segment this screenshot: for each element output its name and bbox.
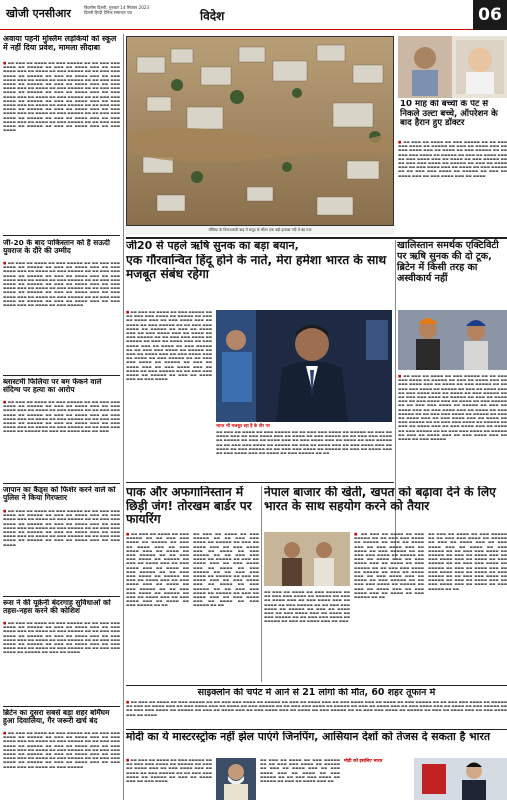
rishi-photo-caption: भारत भी मजबूत रहा है के तौर पर bbox=[216, 424, 270, 429]
nepal-photo bbox=[264, 532, 350, 586]
masthead bbox=[0, 0, 507, 30]
flood-photo bbox=[126, 36, 394, 226]
sunak-story-body-2: ▬▬ ▬▬▬ ▬▬ ▬▬▬▬ ▬▬ ▬▬▬ ▬▬▬▬▬ ▬▬ ▬▬ ▬▬▬ ▬▬▬ ▬▬▬▬ ▬▬ ▬▬▬▬▬ ▬▬ ▬▬▬ ▬▬ ▬▬▬▬ ▬▬▬ ▬▬ ▬▬▬ ▬▬▬▬ ▬▬▬ ▬▬ ▬▬▬▬ ▬▬ ▬▬▬ ▬▬▬▬▬ ▬▬ ▬▬ ▬▬▬ ▬▬▬ ▬▬▬▬ ▬▬ ▬▬▬▬▬ ▬▬ ▬▬▬ ▬▬ ▬▬▬▬ ▬▬▬ ▬▬ ▬▬▬ ▬▬▬▬ ▬▬▬ ▬▬ ▬▬▬▬ ▬▬ ▬▬▬ ▬▬▬▬▬ ▬▬ ▬▬ ▬▬▬ ▬▬▬ ▬▬▬▬ ▬▬ ▬▬▬▬▬ ▬▬ ▬▬▬ ▬▬ ▬▬▬▬ ▬▬▬ ▬▬ ▬▬▬ ▬▬▬▬ ▬▬▬ ▬▬ ▬▬▬▬ ▬▬ ▬▬▬ ▬▬▬▬▬ ▬▬ ▬▬ ▬▬▬ ▬▬▬ ▬▬▬▬ ▬▬ ▬▬▬▬▬ ▬▬ ▬▬▬ ▬▬ ▬▬▬▬ ▬▬▬ ▬▬ ▬▬▬ ▬▬▬▬ ▬▬▬ ▬▬ ▬▬▬▬ ▬▬ ▬▬▬ ▬▬▬▬▬ ▬▬ ▬▬ bbox=[216, 430, 392, 456]
divider bbox=[126, 685, 507, 686]
page-number: 06 bbox=[473, 0, 507, 30]
rishi-sunak-photo bbox=[216, 310, 392, 422]
nepal-photo-image bbox=[264, 532, 350, 586]
nepal-headline: नेपाल बाजार की खेती, खपत को बढ़ावा देने के लिए भारत के साथ सहयोग करने को तैयार bbox=[264, 486, 496, 513]
sunak-story-body-1: ■ ▬▬ ▬▬▬ ▬▬ ▬▬▬▬ ▬▬ ▬▬▬ ▬▬▬▬▬ ▬▬ ▬▬ ▬▬▬ ▬▬▬ ▬▬▬▬ ▬▬ ▬▬▬▬▬ ▬▬ ▬▬▬ ▬▬ ▬▬▬▬ ▬▬▬ ▬▬ ▬▬▬ ▬▬▬▬ ▬▬▬ ▬▬ ▬▬▬▬ ▬▬ ▬▬▬ ▬▬▬▬▬ ▬▬ ▬▬ ▬▬▬ ▬▬▬ ▬▬▬▬ ▬▬ ▬▬▬▬▬ ▬▬ ▬▬▬ ▬▬ ▬▬▬▬ ▬▬▬ ▬▬ ▬▬▬ ▬▬▬▬ ▬▬▬ ▬▬ ▬▬▬▬ ▬▬ ▬▬▬ ▬▬▬▬▬ ▬▬ ▬▬ ▬▬▬ ▬▬▬ ▬▬▬▬ ▬▬ ▬▬▬▬▬ ▬▬ ▬▬▬ ▬▬ ▬▬▬▬ ▬▬▬ ▬▬ ▬▬▬ ▬▬▬▬ ▬▬▬ ▬▬ ▬▬▬▬ ▬▬ ▬▬▬ ▬▬▬▬▬ ▬▬ ▬▬ ▬▬▬ ▬▬▬ ▬▬▬▬ ▬▬ ▬▬▬▬▬ ▬▬ ▬▬▬ ▬▬ ▬▬▬▬ ▬▬▬ ▬▬ ▬▬▬ ▬▬▬▬ ▬▬▬ ▬▬ ▬▬▬▬ ▬▬ ▬▬▬ ▬▬▬▬▬ ▬▬ ▬▬ ▬▬▬ ▬▬▬ ▬▬▬▬ ▬▬ ▬▬▬▬▬ ▬▬ ▬▬▬ ▬▬ ▬▬▬▬ ▬▬▬ ▬▬ ▬▬▬ ▬▬▬▬ ▬▬▬ ▬▬ ▬▬▬▬ ▬▬ ▬▬▬ ▬▬▬▬▬ ▬▬ ▬▬ ▬▬▬ ▬▬▬ ▬▬▬▬ ▬▬ ▬▬▬▬▬ ▬▬ ▬▬▬ ▬▬ ▬▬▬▬ ▬▬▬ ▬▬ ▬▬▬ ▬▬▬▬ bbox=[126, 310, 212, 382]
divider bbox=[3, 596, 120, 597]
khalistan-photo bbox=[398, 310, 507, 370]
story-headline-hijab: अवाया पहनी मुस्लिम लड़कियों को स्कूल में नहीं दिया प्रवेश, मामला सीदाबा bbox=[3, 35, 117, 52]
xi-photo-image bbox=[414, 758, 507, 800]
divider bbox=[3, 235, 120, 236]
modi-body-1: ■ ▬▬ ▬▬▬ ▬▬ ▬▬▬▬ ▬▬ ▬▬▬ ▬▬▬▬▬ ▬▬ ▬▬ ▬▬▬ ▬▬▬ ▬▬▬▬ ▬▬ ▬▬▬▬▬ ▬▬ ▬▬▬ ▬▬ ▬▬▬▬ ▬▬▬ ▬▬ ▬▬▬ ▬▬▬▬ ▬▬▬ ▬▬ ▬▬▬▬ ▬▬ ▬▬▬ ▬▬▬▬▬ ▬▬ ▬▬ ▬▬▬ ▬▬▬ ▬▬▬▬ ▬▬ ▬▬▬▬▬ ▬▬ ▬▬▬ ▬▬ ▬▬▬▬ ▬▬▬ ▬▬ ▬▬▬ ▬▬▬▬ bbox=[126, 758, 212, 784]
sunak-headline-small: जी20 से पहले ऋषि सुनक का बड़ा बयान, bbox=[126, 240, 299, 252]
nepal-body-2: ■ ▬▬ ▬▬▬ ▬▬ ▬▬▬▬ ▬▬ ▬▬▬ ▬▬▬▬▬ ▬▬ ▬▬ ▬▬▬ ▬▬▬ ▬▬▬▬ ▬▬ ▬▬▬▬▬ ▬▬ ▬▬▬ ▬▬ ▬▬▬▬ ▬▬▬ ▬▬ ▬▬▬ ▬▬▬▬ ▬▬▬ ▬▬ ▬▬▬▬ ▬▬ ▬▬▬ ▬▬▬▬▬ ▬▬ ▬▬ ▬▬▬ ▬▬▬ ▬▬▬▬ ▬▬ ▬▬▬▬▬ ▬▬ ▬▬▬ ▬▬ ▬▬▬▬ ▬▬▬ ▬▬ ▬▬▬ ▬▬▬▬ ▬▬▬ ▬▬ ▬▬▬▬ ▬▬ ▬▬▬ ▬▬▬▬▬ ▬▬ ▬▬ ▬▬▬ ▬▬▬ ▬▬▬▬ ▬▬ ▬▬▬▬▬ ▬▬ ▬▬▬ ▬▬ ▬▬▬▬ ▬▬▬ ▬▬ ▬▬▬ ▬▬▬▬ ▬▬▬ ▬▬ ▬▬▬▬ ▬▬ ▬▬▬ ▬▬▬▬▬ ▬▬ ▬▬ ▬▬▬ ▬▬▬ ▬▬▬▬ ▬▬ ▬▬▬▬▬ ▬▬ ▬▬▬ ▬▬ ▬▬▬▬ ▬▬▬ ▬▬ ▬▬▬ ▬▬▬▬ ▬▬▬ ▬▬ ▬▬▬▬ ▬▬ ▬▬▬ ▬▬▬▬▬ ▬▬ ▬▬ bbox=[354, 532, 424, 600]
cyclone-body: ■ ▬▬ ▬▬▬ ▬▬ ▬▬▬▬ ▬▬ ▬▬▬ ▬▬▬▬▬ ▬▬ ▬▬ ▬▬▬ ▬▬▬ ▬▬▬▬ ▬▬ ▬▬▬▬▬ ▬▬ ▬▬▬ ▬▬ ▬▬▬▬ ▬▬▬ ▬▬ ▬▬▬ ▬▬▬▬ ▬▬▬ ▬▬ ▬▬▬▬ ▬▬ ▬▬▬ ▬▬▬▬▬ ▬▬ ▬▬ ▬▬▬ ▬▬▬ ▬▬▬▬ ▬▬ ▬▬▬▬▬ ▬▬ ▬▬▬ ▬▬ ▬▬▬▬ ▬▬▬ ▬▬ ▬▬▬ ▬▬▬▬ ▬▬▬ ▬▬ ▬▬▬▬ ▬▬ ▬▬▬ ▬▬▬▬▬ ▬▬ ▬▬ ▬▬▬ ▬▬▬ ▬▬▬▬ ▬▬ ▬▬▬▬▬ ▬▬ ▬▬▬ ▬▬ ▬▬▬▬ ▬▬▬ ▬▬ ▬▬▬ ▬▬▬▬ ▬▬▬ ▬▬ ▬▬▬▬ ▬▬ ▬▬▬ ▬▬▬▬▬ ▬▬ ▬▬ ▬▬▬ ▬▬▬ ▬▬▬▬ ▬▬ ▬▬▬▬▬ ▬▬ ▬▬▬ ▬▬ ▬▬▬▬ ▬▬▬ ▬▬ ▬▬▬ ▬▬▬▬ ▬▬▬ ▬▬ ▬▬▬▬ ▬▬ ▬▬▬ ▬▬▬▬▬ ▬▬ ▬▬ ▬▬▬ ▬▬▬ ▬▬▬▬ ▬▬ ▬▬▬▬▬ ▬▬ ▬▬▬ ▬▬ ▬▬▬▬ ▬▬▬ ▬▬ ▬▬▬ ▬▬▬▬ ▬▬▬ ▬▬ ▬▬▬▬ bbox=[126, 700, 507, 717]
divider bbox=[3, 375, 120, 376]
story-body-birmingham: ■ ▬▬ ▬▬▬ ▬▬ ▬▬▬▬ ▬▬ ▬▬▬ ▬▬▬▬▬ ▬▬ ▬▬ ▬▬▬ ▬▬▬ ▬▬▬▬ ▬▬ ▬▬▬▬▬ ▬▬ ▬▬▬ ▬▬ ▬▬▬▬ ▬▬▬ ▬▬ ▬▬▬ ▬▬▬▬ ▬▬▬ ▬▬ ▬▬▬▬ ▬▬ ▬▬▬ ▬▬▬▬▬ ▬▬ ▬▬ ▬▬▬ ▬▬▬ ▬▬▬▬ ▬▬ ▬▬▬▬▬ ▬▬ ▬▬▬ ▬▬ ▬▬▬▬ ▬▬▬ ▬▬ ▬▬▬ ▬▬▬▬ ▬▬▬ ▬▬ ▬▬▬▬ ▬▬ ▬▬▬ ▬▬▬▬▬ ▬▬ ▬▬ ▬▬▬ ▬▬▬ ▬▬▬▬ ▬▬ ▬▬▬▬▬ ▬▬ ▬▬▬ ▬▬ ▬▬▬▬ ▬▬▬ ▬▬ ▬▬▬ ▬▬▬▬ ▬▬▬ ▬▬ ▬▬▬▬ ▬▬ ▬▬▬ ▬▬▬▬▬ ▬▬ ▬▬ ▬▬▬ ▬▬▬ ▬▬▬▬ ▬▬ ▬▬▬▬▬ ▬▬ ▬▬▬ ▬▬ ▬▬▬▬ ▬▬▬ ▬▬ ▬▬▬ ▬▬▬▬ ▬▬▬ ▬▬ ▬▬▬▬ ▬▬ ▬▬▬ ▬▬▬▬▬ bbox=[3, 731, 120, 769]
story-body-bomb: ■ ▬▬ ▬▬▬ ▬▬ ▬▬▬▬ ▬▬ ▬▬▬ ▬▬▬▬▬ ▬▬ ▬▬ ▬▬▬ ▬▬▬ ▬▬▬▬ ▬▬ ▬▬▬▬▬ ▬▬ ▬▬▬ ▬▬ ▬▬▬▬ ▬▬▬ ▬▬ ▬▬▬ ▬▬▬▬ ▬▬▬ ▬▬ ▬▬▬▬ ▬▬ ▬▬▬ ▬▬▬▬▬ ▬▬ ▬▬ ▬▬▬ ▬▬▬ ▬▬▬▬ ▬▬ ▬▬▬▬▬ ▬▬ ▬▬▬ ▬▬ ▬▬▬▬ ▬▬▬ ▬▬ ▬▬▬ ▬▬▬▬ ▬▬▬ ▬▬ ▬▬▬▬ ▬▬ ▬▬▬ ▬▬▬▬▬ ▬▬ ▬▬ ▬▬▬ ▬▬▬ ▬▬▬▬ ▬▬ ▬▬▬▬▬ ▬▬ ▬▬▬ ▬▬ ▬▬▬▬ ▬▬▬ ▬▬ ▬▬▬ ▬▬▬▬ ▬▬▬ ▬▬ ▬▬▬▬ ▬▬ ▬▬▬ ▬▬▬▬▬ ▬▬ ▬▬ ▬▬▬ ▬▬▬ ▬▬▬▬ ▬▬ ▬▬▬▬▬ ▬▬ ▬▬▬ ▬▬ ▬▬▬▬ ▬▬▬ ▬▬ ▬▬▬ bbox=[3, 400, 120, 434]
child-story-image bbox=[398, 36, 507, 98]
story-body-japan: ■ ▬▬ ▬▬▬ ▬▬ ▬▬▬▬ ▬▬ ▬▬▬ ▬▬▬▬▬ ▬▬ ▬▬ ▬▬▬ ▬▬▬ ▬▬▬▬ ▬▬ ▬▬▬▬▬ ▬▬ ▬▬▬ ▬▬ ▬▬▬▬ ▬▬▬ ▬▬ ▬▬▬ ▬▬▬▬ ▬▬▬ ▬▬ ▬▬▬▬ ▬▬ ▬▬▬ ▬▬▬▬▬ ▬▬ ▬▬ ▬▬▬ ▬▬▬ ▬▬▬▬ ▬▬ ▬▬▬▬▬ ▬▬ ▬▬▬ ▬▬ ▬▬▬▬ ▬▬▬ ▬▬ ▬▬▬ ▬▬▬▬ ▬▬▬ ▬▬ ▬▬▬▬ ▬▬ ▬▬▬ ▬▬▬▬▬ ▬▬ ▬▬ ▬▬▬ ▬▬▬ ▬▬▬▬ ▬▬ ▬▬▬▬▬ ▬▬ ▬▬▬ ▬▬ ▬▬▬▬ ▬▬▬ ▬▬ ▬▬▬ ▬▬▬▬ ▬▬▬ ▬▬ ▬▬▬▬ ▬▬ ▬▬▬ ▬▬▬▬▬ ▬▬ ▬▬ ▬▬▬ ▬▬▬ ▬▬▬▬ ▬▬ ▬▬▬▬▬ ▬▬ ▬▬▬ ▬▬ ▬▬▬▬ ▬▬▬ ▬▬ ▬▬▬ ▬▬▬▬ bbox=[3, 509, 120, 547]
modi-photo-image bbox=[216, 758, 256, 800]
story-headline-bomb: ब्लास्टमी फिलिया पर बम फेंकने वाले संदिग्ध पर हत्या का आरोप bbox=[3, 378, 102, 395]
divider bbox=[126, 237, 507, 239]
cyclone-headline: साइक्लोन की चपेट में आने से 21 लोगों की मौत, 60 शहर तूफान में bbox=[197, 688, 436, 698]
section-title: विदेश bbox=[200, 9, 225, 23]
column-rule bbox=[261, 486, 262, 682]
divider bbox=[126, 729, 507, 730]
modi-photo-2 bbox=[414, 758, 507, 800]
story-body-russia: ■ ▬▬ ▬▬▬ ▬▬ ▬▬▬▬ ▬▬ ▬▬▬ ▬▬▬▬▬ ▬▬ ▬▬ ▬▬▬ ▬▬▬ ▬▬▬▬ ▬▬ ▬▬▬▬▬ ▬▬ ▬▬▬ ▬▬ ▬▬▬▬ ▬▬▬ ▬▬ ▬▬▬ ▬▬▬▬ ▬▬▬ ▬▬ ▬▬▬▬ ▬▬ ▬▬▬ ▬▬▬▬▬ ▬▬ ▬▬ ▬▬▬ ▬▬▬ ▬▬▬▬ ▬▬ ▬▬▬▬▬ ▬▬ ▬▬▬ ▬▬ ▬▬▬▬ ▬▬▬ ▬▬ ▬▬▬ ▬▬▬▬ ▬▬▬ ▬▬ ▬▬▬▬ ▬▬ ▬▬▬ ▬▬▬▬▬ ▬▬ ▬▬ ▬▬▬ ▬▬▬ ▬▬▬▬ ▬▬ ▬▬▬▬▬ ▬▬ ▬▬▬ ▬▬ ▬▬▬▬ ▬▬▬ ▬▬ ▬▬▬ ▬▬▬▬ ▬▬▬ ▬▬ ▬▬▬▬ ▬▬ ▬▬▬ ▬▬▬▬▬ ▬▬ ▬▬ ▬▬▬ ▬▬▬ ▬▬▬▬ ▬▬ ▬▬▬▬▬ ▬▬ ▬▬▬ ▬▬ ▬▬▬▬ bbox=[3, 621, 120, 655]
story-body-saudi: ■ ▬▬ ▬▬▬ ▬▬ ▬▬▬▬ ▬▬ ▬▬▬ ▬▬▬▬▬ ▬▬ ▬▬ ▬▬▬ ▬▬▬ ▬▬▬▬ ▬▬ ▬▬▬▬▬ ▬▬ ▬▬▬ ▬▬ ▬▬▬▬ ▬▬▬ ▬▬ ▬▬▬ ▬▬▬▬ ▬▬▬ ▬▬ ▬▬▬▬ ▬▬ ▬▬▬ ▬▬▬▬▬ ▬▬ ▬▬ ▬▬▬ ▬▬▬ ▬▬▬▬ ▬▬ ▬▬▬▬▬ ▬▬ ▬▬▬ ▬▬ ▬▬▬▬ ▬▬▬ ▬▬ ▬▬▬ ▬▬▬▬ ▬▬▬ ▬▬ ▬▬▬▬ ▬▬ ▬▬▬ ▬▬▬▬▬ ▬▬ ▬▬ ▬▬▬ ▬▬▬ ▬▬▬▬ ▬▬ ▬▬▬▬▬ ▬▬ ▬▬▬ ▬▬ ▬▬▬▬ ▬▬▬ ▬▬ ▬▬▬ ▬▬▬▬ ▬▬▬ ▬▬ ▬▬▬▬ ▬▬ ▬▬▬ ▬▬▬▬▬ ▬▬ ▬▬ ▬▬▬ ▬▬▬ ▬▬▬▬ ▬▬ ▬▬▬▬▬ ▬▬ ▬▬▬ ▬▬ ▬▬▬▬ ▬▬▬ ▬▬ ▬▬▬ ▬▬▬▬ ▬▬▬ ▬▬ ▬▬▬▬ ▬▬ ▬▬▬ ▬▬▬▬▬ ▬▬ ▬▬ ▬▬▬ ▬▬▬ ▬▬▬▬ ▬▬ ▬▬▬▬▬ ▬▬ ▬▬▬ ▬▬ ▬▬▬▬ ▬▬▬ ▬▬ ▬▬▬ ▬▬▬▬ ▬▬▬ ▬▬ ▬▬▬▬ ▬▬ ▬▬▬ ▬▬▬▬▬ bbox=[3, 261, 120, 308]
divider bbox=[126, 482, 394, 483]
pak-afghan-body-1: ■ ▬▬ ▬▬▬ ▬▬ ▬▬▬▬ ▬▬ ▬▬▬ ▬▬▬▬▬ ▬▬ ▬▬ ▬▬▬ ▬▬▬ ▬▬▬▬ ▬▬ ▬▬▬▬▬ ▬▬ ▬▬▬ ▬▬ ▬▬▬▬ ▬▬▬ ▬▬ ▬▬▬ ▬▬▬▬ ▬▬▬ ▬▬ ▬▬▬▬ ▬▬ ▬▬▬ ▬▬▬▬▬ ▬▬ ▬▬ ▬▬▬ ▬▬▬ ▬▬▬▬ ▬▬ ▬▬▬▬▬ ▬▬ ▬▬▬ ▬▬ ▬▬▬▬ ▬▬▬ ▬▬ ▬▬▬ ▬▬▬▬ ▬▬▬ ▬▬ ▬▬▬▬ ▬▬ ▬▬▬ ▬▬▬▬▬ ▬▬ ▬▬ ▬▬▬ ▬▬▬ ▬▬▬▬ ▬▬ ▬▬▬▬▬ ▬▬ ▬▬▬ ▬▬ ▬▬▬▬ ▬▬▬ ▬▬ ▬▬▬ ▬▬▬▬ ▬▬▬ ▬▬ ▬▬▬▬ ▬▬ ▬▬▬ ▬▬▬▬▬ ▬▬ ▬▬ ▬▬▬ ▬▬▬ ▬▬▬▬ ▬▬ ▬▬▬▬▬ ▬▬ ▬▬▬ ▬▬ ▬▬▬▬ ▬▬▬ ▬▬ ▬▬▬ ▬▬▬▬ ▬▬▬ ▬▬ ▬▬▬▬ ▬▬ ▬▬▬ ▬▬▬▬▬ ▬▬ ▬▬ bbox=[126, 532, 189, 608]
story-headline-russia: रूस ने की यूक्रेनी बंदरगाह सुविधाओं को तहस-नहस करने की कोशिश bbox=[3, 599, 111, 616]
flood-photo-image bbox=[127, 37, 394, 226]
nepal-body-3: ▬▬ ▬▬▬ ▬▬ ▬▬▬▬ ▬▬ ▬▬▬ ▬▬▬▬▬ ▬▬ ▬▬ ▬▬▬ ▬▬▬ ▬▬▬▬ ▬▬ ▬▬▬▬▬ ▬▬ ▬▬▬ ▬▬ ▬▬▬▬ ▬▬▬ ▬▬ ▬▬▬ ▬▬▬▬ ▬▬▬ ▬▬ ▬▬▬▬ ▬▬ ▬▬▬ ▬▬▬▬▬ ▬▬ ▬▬ ▬▬▬ ▬▬▬ ▬▬▬▬ ▬▬ ▬▬▬▬▬ ▬▬ ▬▬▬ ▬▬ ▬▬▬▬ ▬▬▬ ▬▬ ▬▬▬ ▬▬▬▬ ▬▬▬ ▬▬ ▬▬▬▬ ▬▬ ▬▬▬ ▬▬▬▬▬ ▬▬ ▬▬ ▬▬▬ ▬▬▬ ▬▬▬▬ ▬▬ ▬▬▬▬▬ ▬▬ ▬▬▬ ▬▬ ▬▬▬▬ ▬▬▬ ▬▬ ▬▬▬ ▬▬▬▬ ▬▬▬ ▬▬ ▬▬▬▬ ▬▬ ▬▬▬ ▬▬▬▬▬ ▬▬ ▬▬ ▬▬▬ ▬▬▬ ▬▬▬▬ ▬▬ ▬▬▬▬▬ ▬▬ ▬▬▬ ▬▬ ▬▬▬▬ ▬▬▬ ▬▬ ▬▬▬ ▬▬▬▬ ▬▬▬ ▬▬ ▬▬▬▬ ▬▬ ▬▬▬ ▬▬▬▬▬ ▬▬ ▬▬ bbox=[428, 532, 507, 591]
rishi-photo-image bbox=[216, 310, 392, 422]
khalistan-photo-image bbox=[398, 310, 507, 370]
story-headline-birmingham: ब्रिटेन का दूसरा सबसे बड़ा शहर बर्मिंघम हुआ दिवालिया, गैर जरूरी खर्च बंद bbox=[3, 709, 110, 726]
modi-photo bbox=[216, 758, 256, 800]
modi-headline: मोदी का ये मास्टरस्ट्रोक नहीं झेल पाएंगे जिनपिंग, आसियान देशों को तेजस दे सकता है भारत bbox=[126, 731, 491, 743]
dateline-line-2: दिल्ली हिन्दी दैनिक समाचार पत्र bbox=[84, 10, 132, 15]
modi-body-2: ▬▬ ▬▬▬ ▬▬ ▬▬▬▬ ▬▬ ▬▬▬ ▬▬▬▬▬ ▬▬ ▬▬ ▬▬▬ ▬▬▬ ▬▬▬▬ ▬▬ ▬▬▬▬▬ ▬▬ ▬▬▬ ▬▬ ▬▬▬▬ ▬▬▬ ▬▬ ▬▬▬ ▬▬▬▬ ▬▬▬ ▬▬ ▬▬▬▬ ▬▬ ▬▬▬ ▬▬▬▬▬ ▬▬ ▬▬ ▬▬▬ ▬▬▬ ▬▬▬▬ ▬▬ ▬▬▬▬▬ ▬▬ ▬▬▬ ▬▬ ▬▬▬▬ ▬▬▬ ▬▬ bbox=[260, 758, 340, 784]
dateline-line-1: बिज़नेस दिल्ली, गुरुवार 14 सितंबर 2023 bbox=[84, 5, 150, 10]
nepal-body-1: ▬▬ ▬▬▬ ▬▬ ▬▬▬▬ ▬▬ ▬▬▬ ▬▬▬▬▬ ▬▬ ▬▬ ▬▬▬ ▬▬▬ ▬▬▬▬ ▬▬ ▬▬▬▬▬ ▬▬ ▬▬▬ ▬▬ ▬▬▬▬ ▬▬▬ ▬▬ ▬▬▬ ▬▬▬▬ ▬▬▬ ▬▬ ▬▬▬▬ ▬▬ ▬▬▬ ▬▬▬▬▬ ▬▬ ▬▬ ▬▬▬ ▬▬▬ ▬▬▬▬ ▬▬ ▬▬▬▬▬ ▬▬ ▬▬▬ ▬▬ ▬▬▬▬ ▬▬▬ ▬▬ ▬▬▬ ▬▬▬▬ ▬▬▬ ▬▬ ▬▬▬▬ ▬▬ ▬▬▬ ▬▬▬▬▬ ▬▬ ▬▬ ▬▬▬ ▬▬▬ ▬▬▬▬ ▬▬ ▬▬▬▬▬ ▬▬ ▬▬▬ ▬▬ ▬▬▬▬ ▬▬▬ ▬▬ ▬▬▬ bbox=[264, 590, 350, 624]
dateline bbox=[84, 5, 149, 15]
sunak-story-headline-block bbox=[126, 240, 392, 306]
child-story-body: ■ ▬▬ ▬▬▬ ▬▬ ▬▬▬▬ ▬▬ ▬▬▬ ▬▬▬▬▬ ▬▬ ▬▬ ▬▬▬ ▬▬▬ ▬▬▬▬ ▬▬ ▬▬▬▬▬ ▬▬ ▬▬▬ ▬▬ ▬▬▬▬ ▬▬▬ ▬▬ ▬▬▬ ▬▬▬▬ ▬▬▬ ▬▬ ▬▬▬▬ ▬▬ ▬▬▬ ▬▬▬▬▬ ▬▬ ▬▬ ▬▬▬ ▬▬▬ ▬▬▬▬ ▬▬ ▬▬▬▬▬ ▬▬ ▬▬▬ ▬▬ ▬▬▬▬ ▬▬▬ ▬▬ ▬▬▬ ▬▬▬▬ ▬▬▬ ▬▬ ▬▬▬▬ ▬▬ ▬▬▬ ▬▬▬▬▬ ▬▬ ▬▬ ▬▬▬ ▬▬▬ ▬▬▬▬ ▬▬ ▬▬▬▬▬ ▬▬ ▬▬▬ ▬▬ ▬▬▬▬ ▬▬▬ ▬▬ ▬▬▬ ▬▬▬▬ ▬▬▬ ▬▬ ▬▬▬▬ ▬▬ ▬▬▬ ▬▬▬▬▬ ▬▬ ▬▬ ▬▬▬ ▬▬▬ ▬▬▬▬ ▬▬ ▬▬▬▬▬ ▬▬ ▬▬▬ ▬▬ ▬▬▬▬ ▬▬▬ ▬▬ ▬▬▬ ▬▬▬▬ ▬▬▬ ▬▬ ▬▬▬▬ bbox=[398, 140, 507, 178]
divider bbox=[3, 706, 120, 707]
left-column bbox=[0, 31, 123, 800]
child-photo-image bbox=[398, 36, 507, 98]
column-rule bbox=[123, 34, 124, 800]
khalistan-headline: खालिस्तान समर्थक एक्टिविटी पर ऋषि सुनक की दो टूक, ब्रिटेन में किसी तरह का अस्वीकार्य नहीं bbox=[397, 240, 499, 285]
pak-afghan-headline: पाक और अफगानिस्तान में छिड़ी जंग! तोरखम बार्डर पर फायरिंग bbox=[126, 486, 252, 527]
child-story-headline: 10 माह की बच्ची के पेट से निकले उल्टा बच्चे, ऑपरेशन के बाद हैरान हुए डॉक्टर bbox=[400, 100, 498, 129]
flood-photo-caption: लीबिया के विनाशकारी बाढ़ में समुद्र के भीतर एक बड़ी इलाका नदी में बह गया bbox=[126, 226, 394, 235]
newspaper-brand: खोजी एनसीआर bbox=[6, 7, 71, 20]
story-headline-saudi: जी-20 के बाद पाकिस्तान को है सऊदी युवराज के दौरे की उम्मीद bbox=[3, 239, 110, 256]
modi-subhead: मोदी को इसलिए भारत bbox=[344, 759, 383, 764]
story-body-hijab: ■ ▬▬ ▬▬▬ ▬▬ ▬▬▬▬ ▬▬ ▬▬▬ ▬▬▬▬▬ ▬▬ ▬▬ ▬▬▬ ▬▬▬ ▬▬▬▬ ▬▬ ▬▬▬▬▬ ▬▬ ▬▬▬ ▬▬ ▬▬▬▬ ▬▬▬ ▬▬ ▬▬▬ ▬▬▬▬ ▬▬▬ ▬▬ ▬▬▬▬ ▬▬ ▬▬▬ ▬▬▬▬▬ ▬▬ ▬▬ ▬▬▬ ▬▬▬ ▬▬▬▬ ▬▬ ▬▬▬▬▬ ▬▬ ▬▬▬ ▬▬ ▬▬▬▬ ▬▬▬ ▬▬ ▬▬▬ ▬▬▬▬ ▬▬▬ ▬▬ ▬▬▬▬ ▬▬ ▬▬▬ ▬▬▬▬▬ ▬▬ ▬▬ ▬▬▬ ▬▬▬ ▬▬▬▬ ▬▬ ▬▬▬▬▬ ▬▬ ▬▬▬ ▬▬ ▬▬▬▬ ▬▬▬ ▬▬ ▬▬▬ ▬▬▬▬ ▬▬▬ ▬▬ ▬▬▬▬ ▬▬ ▬▬▬ ▬▬▬▬▬ ▬▬ ▬▬ ▬▬▬ ▬▬▬ ▬▬▬▬ ▬▬ ▬▬▬▬▬ ▬▬ ▬▬▬ ▬▬ ▬▬▬▬ ▬▬▬ ▬▬ ▬▬▬ ▬▬▬▬ ▬▬▬ ▬▬ ▬▬▬▬ ▬▬ ▬▬▬ ▬▬▬▬▬ ▬▬ ▬▬ ▬▬▬ ▬▬▬ ▬▬▬▬ ▬▬ ▬▬▬▬▬ ▬▬ ▬▬▬ ▬▬ ▬▬▬▬ ▬▬▬ ▬▬ ▬▬▬ ▬▬▬▬ ▬▬▬ ▬▬ ▬▬▬▬ ▬▬ ▬▬▬ ▬▬▬▬▬ ▬▬ ▬▬ ▬▬▬ ▬▬▬ ▬▬▬▬ ▬▬ ▬▬▬▬▬ ▬▬ ▬▬▬ ▬▬ ▬▬▬▬ ▬▬▬ ▬▬ ▬▬▬ ▬▬▬▬ ▬▬▬ ▬▬ ▬▬▬▬ ▬▬ ▬▬▬ ▬▬▬▬▬ ▬▬ ▬▬ ▬▬▬ ▬▬▬ ▬▬▬▬ ▬▬ ▬▬▬▬▬ ▬▬ ▬▬▬ ▬▬ ▬▬▬▬ ▬▬▬ ▬▬ ▬▬▬ ▬▬▬▬ ▬▬▬ ▬▬ ▬▬▬▬ ▬▬ ▬▬▬ ▬▬▬▬▬ ▬▬ ▬▬ ▬▬▬ ▬▬▬ ▬▬▬▬ ▬▬ ▬▬▬▬▬ ▬▬ ▬▬▬ ▬▬ ▬▬▬▬ ▬▬▬ ▬▬ ▬▬▬ ▬▬▬▬ bbox=[3, 61, 120, 133]
story-headline-japan: जापान का कैंड्स को फिशेर करने वाले को पुलिस ने किया गिरफ्तार bbox=[3, 486, 116, 503]
divider bbox=[3, 483, 120, 484]
khalistan-story-body: ■ ▬▬ ▬▬▬ ▬▬ ▬▬▬▬ ▬▬ ▬▬▬ ▬▬▬▬▬ ▬▬ ▬▬ ▬▬▬ ▬▬▬ ▬▬▬▬ ▬▬ ▬▬▬▬▬ ▬▬ ▬▬▬ ▬▬ ▬▬▬▬ ▬▬▬ ▬▬ ▬▬▬ ▬▬▬▬ ▬▬▬ ▬▬ ▬▬▬▬ ▬▬ ▬▬▬ ▬▬▬▬▬ ▬▬ ▬▬ ▬▬▬ ▬▬▬ ▬▬▬▬ ▬▬ ▬▬▬▬▬ ▬▬ ▬▬▬ ▬▬ ▬▬▬▬ ▬▬▬ ▬▬ ▬▬▬ ▬▬▬▬ ▬▬▬ ▬▬ ▬▬▬▬ ▬▬ ▬▬▬ ▬▬▬▬▬ ▬▬ ▬▬ ▬▬▬ ▬▬▬ ▬▬▬▬ ▬▬ ▬▬▬▬▬ ▬▬ ▬▬▬ ▬▬ ▬▬▬▬ ▬▬▬ ▬▬ ▬▬▬ ▬▬▬▬ ▬▬▬ ▬▬ ▬▬▬▬ ▬▬ ▬▬▬ ▬▬▬▬▬ ▬▬ ▬▬ ▬▬▬ ▬▬▬ ▬▬▬▬ ▬▬ ▬▬▬▬▬ ▬▬ ▬▬▬ ▬▬ ▬▬▬▬ ▬▬▬ ▬▬ ▬▬▬ ▬▬▬▬ ▬▬▬ ▬▬ ▬▬▬▬ ▬▬ ▬▬▬ ▬▬▬▬▬ ▬▬ ▬▬ ▬▬▬ ▬▬▬ ▬▬▬▬ ▬▬ ▬▬▬▬▬ ▬▬ ▬▬▬ ▬▬ ▬▬▬▬ ▬▬▬ ▬▬ ▬▬▬ ▬▬▬▬ ▬▬▬ ▬▬ ▬▬▬▬ ▬▬ ▬▬▬ ▬▬▬▬▬ ▬▬ ▬▬ ▬▬▬ ▬▬▬ ▬▬▬▬ ▬▬ ▬▬▬▬▬ ▬▬ ▬▬▬ ▬▬ ▬▬▬▬ ▬▬▬ ▬▬ ▬▬▬ ▬▬▬▬ ▬▬▬ ▬▬ ▬▬▬▬ ▬▬ ▬▬▬ ▬▬▬▬▬ ▬▬ ▬▬ ▬▬▬ ▬▬▬ ▬▬▬▬ ▬▬ ▬▬▬▬▬ ▬▬ ▬▬▬ ▬▬ ▬▬▬▬ ▬▬▬ ▬▬ ▬▬▬ ▬▬▬▬ ▬▬▬ ▬▬ ▬▬▬▬ ▬▬ ▬▬▬ ▬▬▬▬▬ bbox=[398, 374, 507, 442]
sunak-headline-large: एक गौरवान्वित हिंदू होने के नाते, मेरा हमेशा भारत के साथ मजबूत संबंध रहेगा bbox=[126, 254, 387, 281]
pak-afghan-body-2: ▬▬ ▬▬▬ ▬▬ ▬▬▬▬ ▬▬ ▬▬▬ ▬▬▬▬▬ ▬▬ ▬▬ ▬▬▬ ▬▬▬ ▬▬▬▬ ▬▬ ▬▬▬▬▬ ▬▬ ▬▬▬ ▬▬ ▬▬▬▬ ▬▬▬ ▬▬ ▬▬▬ ▬▬▬▬ ▬▬▬ ▬▬ ▬▬▬▬ ▬▬ ▬▬▬ ▬▬▬▬▬ ▬▬ ▬▬ ▬▬▬ ▬▬▬ ▬▬▬▬ ▬▬ ▬▬▬▬▬ ▬▬ ▬▬▬ ▬▬ ▬▬▬▬ ▬▬▬ ▬▬ ▬▬▬ ▬▬▬▬ ▬▬▬ ▬▬ ▬▬▬▬ ▬▬ ▬▬▬ ▬▬▬▬▬ ▬▬ ▬▬ ▬▬▬ ▬▬▬ ▬▬▬▬ ▬▬ ▬▬▬▬▬ ▬▬ ▬▬▬ ▬▬ ▬▬▬▬ ▬▬▬ ▬▬ ▬▬▬ ▬▬▬▬ ▬▬▬ ▬▬ ▬▬▬▬ ▬▬ ▬▬▬ ▬▬▬▬▬ ▬▬ ▬▬ ▬▬▬ ▬▬▬ ▬▬▬▬ ▬▬ ▬▬▬▬▬ ▬▬ ▬▬▬ ▬▬ ▬▬▬▬ ▬▬▬ ▬▬ ▬▬▬ ▬▬▬▬ ▬▬▬ ▬▬ ▬▬▬▬ ▬▬ ▬▬▬ ▬▬▬▬▬ ▬▬ ▬▬ bbox=[193, 532, 259, 608]
